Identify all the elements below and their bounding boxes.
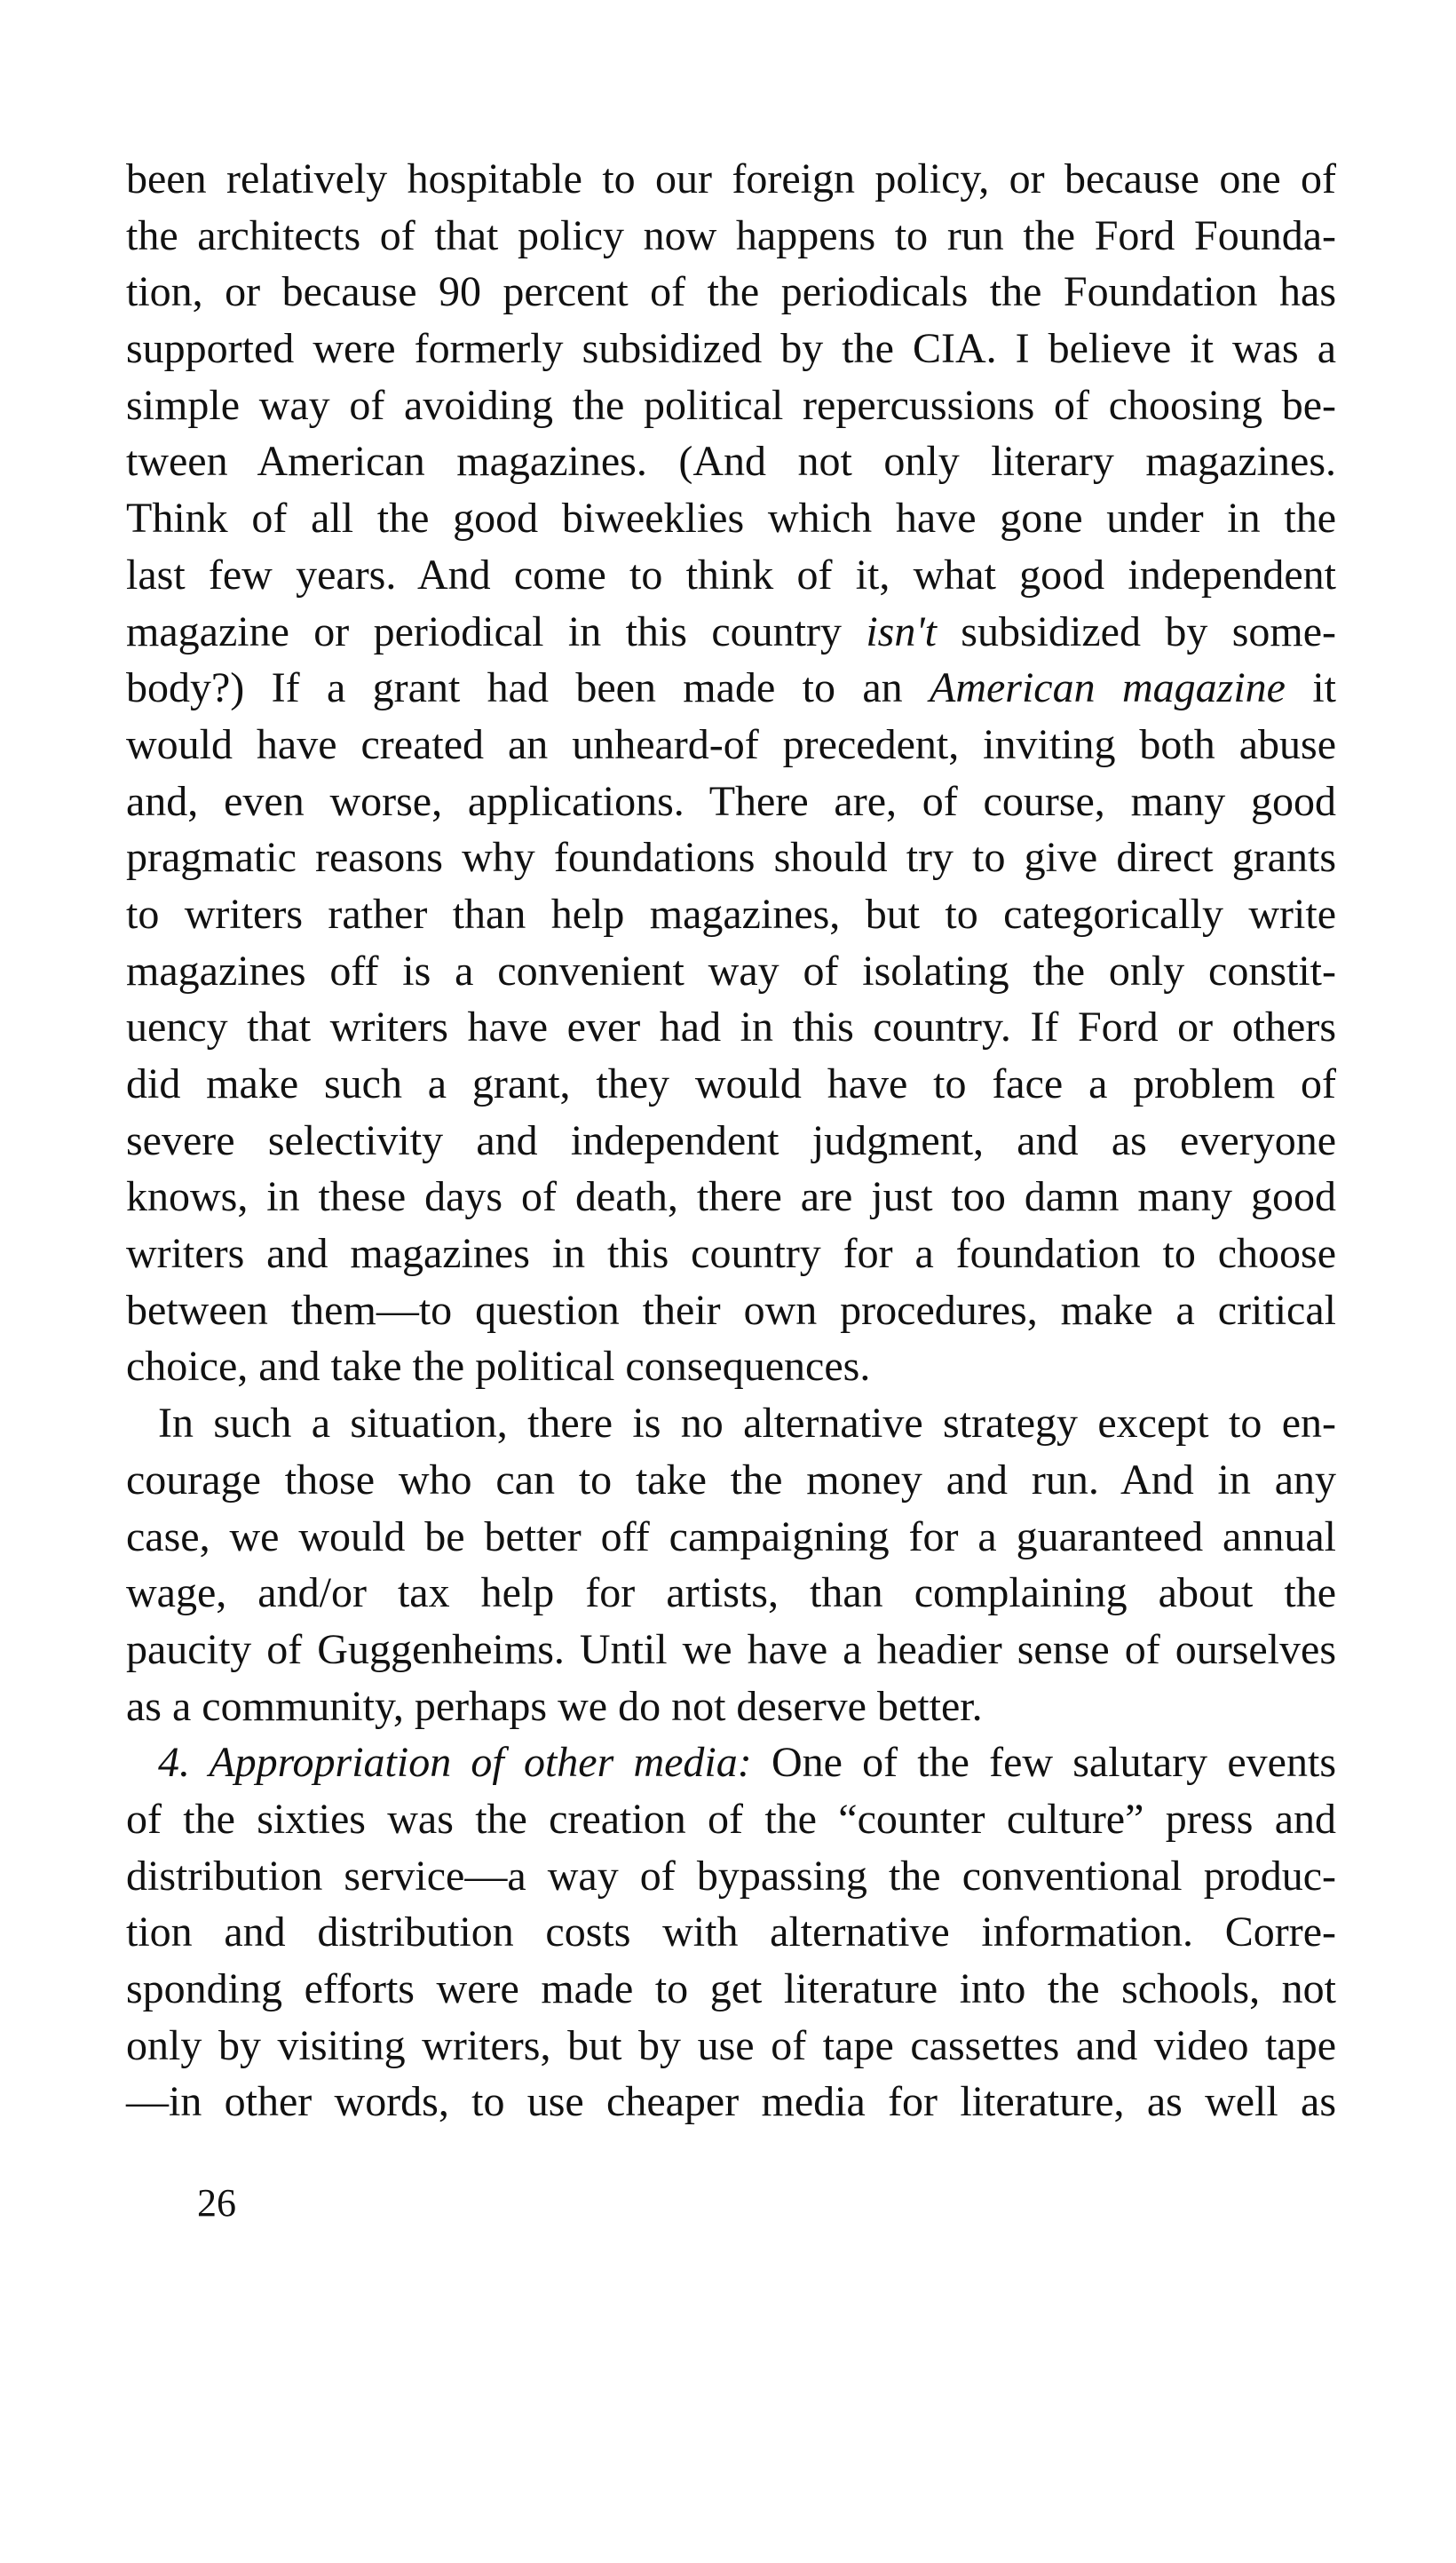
italic-text: isn't bbox=[866, 607, 937, 655]
text-line bbox=[126, 1961, 1336, 2018]
text-line bbox=[126, 829, 1336, 886]
text-line bbox=[126, 1452, 1336, 1509]
text-segment: and, even worse, applications. There are, of course, many good bbox=[126, 777, 1336, 825]
text-line bbox=[126, 774, 1336, 830]
text-line bbox=[126, 2018, 1336, 2075]
text-line bbox=[126, 886, 1336, 943]
text-segment: would have created an unheard-of precedent, inviting both abuse bbox=[126, 720, 1336, 768]
text-line bbox=[126, 1509, 1336, 1566]
text-line bbox=[126, 1678, 1336, 1735]
text-segment: pragmatic reasons why foundations should try to give direct grants bbox=[126, 834, 1336, 882]
text-segment: knows, in these days of death, there are just too damn many good bbox=[126, 1173, 1336, 1221]
text-segment: last few years. And come to think of it, what good independent bbox=[126, 551, 1336, 599]
italic-text: 4. Appropriation of other media: bbox=[158, 1739, 752, 1787]
text-segment: choice, and take the political consequences. bbox=[126, 1343, 871, 1391]
text-line bbox=[126, 490, 1336, 547]
text-line bbox=[126, 208, 1336, 265]
text-segment: been relatively hospitable to our foreign policy, or because one of bbox=[126, 155, 1336, 202]
text-line bbox=[126, 1395, 1336, 1452]
text-segment: it bbox=[1285, 664, 1337, 712]
text-line bbox=[126, 1848, 1336, 1905]
text-segment: In such a situation, there is no alternative strategy except to en- bbox=[158, 1400, 1336, 1448]
text-segment: supported were formerly subsidized by the CIA. I believe it was a bbox=[126, 325, 1336, 373]
text-segment: sponding efforts were made to get literature into the schools, not bbox=[126, 1965, 1336, 2012]
text-line bbox=[126, 1056, 1336, 1113]
text-line bbox=[126, 2074, 1336, 2131]
text-segment: magazine or periodical in this country bbox=[126, 607, 866, 655]
text-line bbox=[126, 717, 1336, 774]
text-line bbox=[126, 151, 1336, 208]
text-segment: subsidized by some- bbox=[936, 607, 1336, 655]
text-line bbox=[126, 1622, 1336, 1678]
text-line bbox=[126, 433, 1336, 490]
text-line bbox=[126, 321, 1336, 377]
text-line bbox=[126, 1904, 1336, 1961]
text-line bbox=[126, 943, 1336, 1000]
body-text bbox=[126, 151, 1336, 2131]
text-segment: to writers rather than help magazines, but to categorically write bbox=[126, 890, 1336, 938]
text-segment: as a community, perhaps we do not deserve better. bbox=[126, 1682, 983, 1730]
text-segment: case, we would be better off campaigning for a guaranteed annual bbox=[126, 1512, 1336, 1560]
text-segment: writers and magazines in this country for a foundation to choose bbox=[126, 1230, 1336, 1278]
text-segment: of the sixties was the creation of the “counter culture” press and bbox=[126, 1795, 1336, 1843]
text-segment: uency that writers have ever had in this country. If Ford or others bbox=[126, 1004, 1336, 1051]
italic-text: American magazine bbox=[930, 664, 1286, 712]
text-line bbox=[126, 1734, 1336, 1791]
text-segment: distribution service—a way of bypassing the conventional produc- bbox=[126, 1852, 1336, 1900]
text-segment: —in other words, to use cheaper media for literature, as well as bbox=[126, 2078, 1336, 2126]
text-segment: paucity of Guggenheims. Until we have a headier sense of ourselves bbox=[126, 1625, 1336, 1673]
text-line bbox=[126, 1338, 1336, 1395]
text-segment: tion and distribution costs with alternative information. Corre- bbox=[126, 1908, 1336, 1956]
text-segment: wage, and/or tax help for artists, than complaining about the bbox=[126, 1569, 1336, 1617]
text-segment: Think of all the good biweeklies which have gone under in the bbox=[126, 495, 1336, 543]
text-segment: only by visiting writers, but by use of tape cassettes and video tape bbox=[126, 2021, 1336, 2069]
text-line bbox=[126, 604, 1336, 661]
text-segment: severe selectivity and independent judgment, and as everyone bbox=[126, 1116, 1336, 1164]
page-number: 26 bbox=[197, 2181, 236, 2225]
text-segment: the architects of that policy now happens to run the Ford Founda- bbox=[126, 211, 1336, 259]
text-line bbox=[126, 377, 1336, 434]
text-segment: tion, or because 90 percent of the periodicals the Foundation has bbox=[126, 268, 1336, 316]
text-line bbox=[126, 264, 1336, 321]
text-line bbox=[126, 1226, 1336, 1282]
text-line bbox=[126, 1282, 1336, 1339]
text-segment: One of the few salutary events bbox=[751, 1739, 1337, 1787]
text-segment: body?) If a grant had been made to an bbox=[126, 664, 930, 712]
text-line bbox=[126, 1113, 1336, 1170]
text-segment: courage those who can to take the money and run. And in any bbox=[126, 1456, 1336, 1504]
text-line bbox=[126, 1565, 1336, 1622]
text-segment: magazines off is a convenient way of isolating the only constit- bbox=[126, 947, 1336, 995]
text-line bbox=[126, 660, 1336, 717]
text-line bbox=[126, 1169, 1336, 1226]
text-segment: between them—to question their own procedures, make a critical bbox=[126, 1286, 1336, 1334]
text-line bbox=[126, 999, 1336, 1056]
text-line bbox=[126, 1791, 1336, 1848]
text-segment: simple way of avoiding the political repercussions of choosing be- bbox=[126, 381, 1336, 429]
text-segment: did make such a grant, they would have to face a problem of bbox=[126, 1060, 1336, 1107]
text-line bbox=[126, 547, 1336, 604]
text-segment: tween American magazines. (And not only literary magazines. bbox=[126, 438, 1336, 486]
